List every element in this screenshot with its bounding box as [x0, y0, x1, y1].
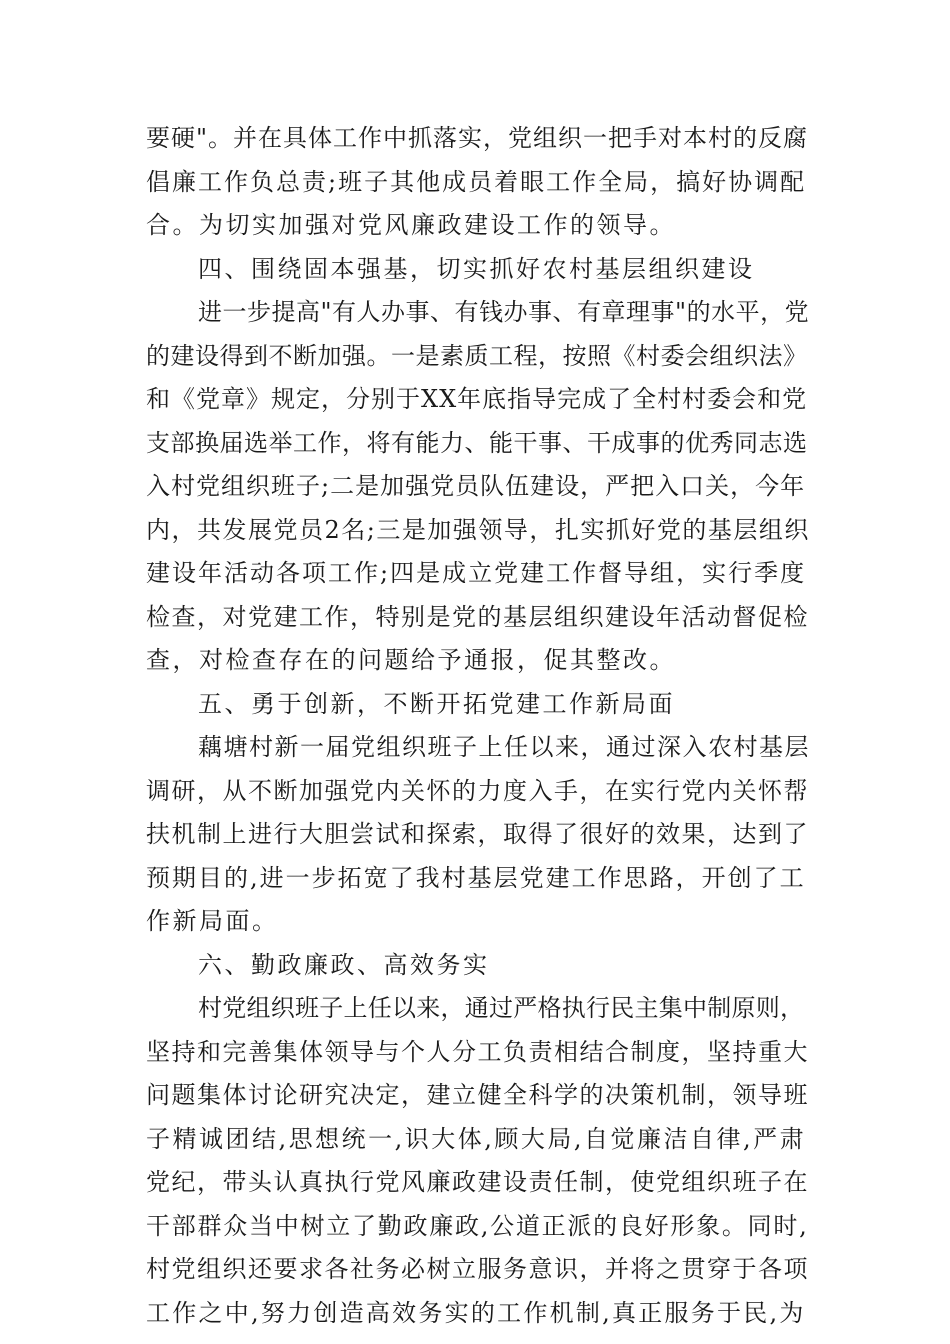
paragraph-line-indented: 五、勇于创新，不断开拓党建工作新局面	[198, 689, 675, 718]
paragraph-line: 调研，从不断加强党内关怀的力度入手，在实行党内关怀帮	[146, 776, 809, 805]
paragraph-line: 问题集体讨论研究决定，建立健全科学的决策机制，领导班	[146, 1081, 809, 1109]
paragraph-line: 检查，对党建工作，特别是党的基层组织建设年活动督促检	[146, 602, 809, 631]
paragraph-line: 作新局面。	[146, 907, 279, 935]
paragraph-line: 村党组织还要求各社务必树立服务意识，并将之贯穿于各项	[146, 1255, 809, 1283]
paragraph-line-indented: 六、勤政廉政、高效务实	[198, 950, 490, 979]
paragraph-line: 坚持和完善集体领导与个人分工负责相结合制度，坚持重大	[146, 1037, 809, 1066]
paragraph-line: 支部换届选举工作，将有能力、能干事、干成事的优秀同志选	[146, 428, 808, 457]
paragraph-line: 干部群众当中树立了勤政廉政,公道正派的良好形象。同时,	[146, 1211, 809, 1240]
paragraph-line: 查，对检查存在的问题给予通报，促其整改。	[146, 646, 676, 674]
paragraph-line: 内，共发展党员2名;三是加强领导，扎实抓好党的基层组织	[146, 515, 810, 544]
paragraph-line: 扶机制上进行大胆尝试和探索，取得了很好的效果，达到了	[146, 820, 809, 848]
paragraph-line: 党纪，带头认真执行党风廉政建设责任制，使党组织班子在	[146, 1168, 809, 1196]
paragraph-line-indented: 四、围绕固本强基，切实抓好农村基层组织建设	[198, 254, 755, 283]
paragraph-line: 和《党章》规定，分别于XX年底指导完成了全村村委会和党	[146, 385, 808, 413]
paragraph-line-indented: 村党组织班子上任以来，通过严格执行民主集中制原则，	[198, 994, 805, 1022]
paragraph-line: 工作之中,努力创造高效务实的工作机制,真正服务于民,为	[146, 1298, 806, 1327]
paragraph-line: 的建设得到不断加强。一是素质工程，按照《村委会组织法》	[146, 341, 808, 370]
paragraph-line: 倡廉工作负总责;班子其他成员着眼工作全局，搞好协调配	[146, 167, 807, 196]
paragraph-line: 建设年活动各项工作;四是成立党建工作督导组，实行季度	[146, 559, 807, 587]
paragraph-line: 要硬"。并在具体工作中抓落实，党组织一把手对本村的反腐	[146, 124, 809, 152]
paragraph-line-indented: 藕塘村新一届党组织班子上任以来，通过深入农村基层	[198, 733, 810, 761]
paragraph-line: 合。为切实加强对党风廉政建设工作的领导。	[146, 211, 676, 239]
paragraph-line: 入村党组织班子;二是加强党员队伍建设，严把入口关，今年	[146, 472, 806, 500]
paragraph-line-indented: 进一步提高"有人办事、有钱办事、有章理事"的水平，党	[198, 298, 810, 326]
document-body	[146, 117, 810, 1335]
paragraph-line: 预期目的,进一步拓宽了我村基层党建工作思路，开创了工	[146, 863, 806, 892]
paragraph-line: 子精诚团结,思想统一,识大体,顾大局,自觉廉洁自律,严肃	[146, 1124, 807, 1153]
